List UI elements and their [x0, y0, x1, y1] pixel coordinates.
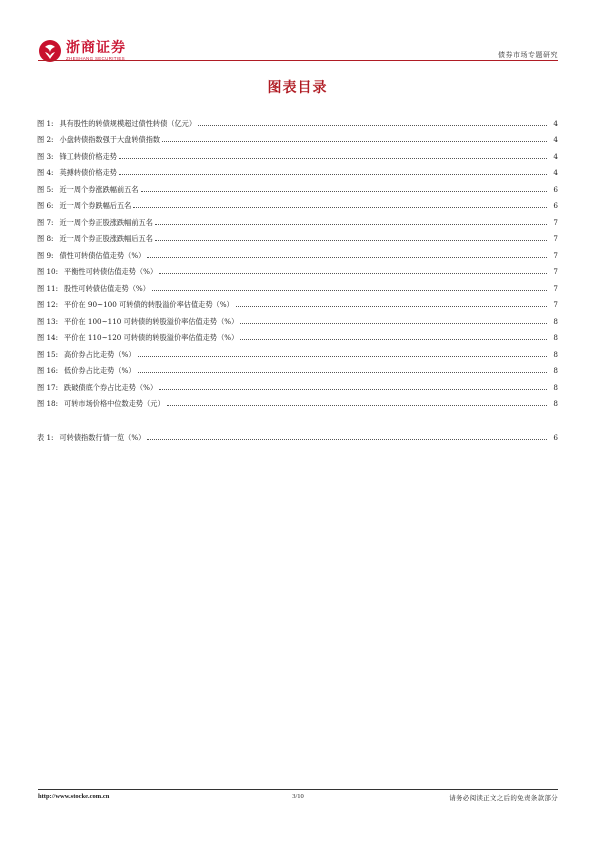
entry-number: 图 15: — [37, 349, 59, 359]
entry-title: 高价券占比走势（%） — [64, 349, 136, 359]
entry-number: 图 1: — [37, 118, 54, 128]
entry-number: 图 17: — [37, 382, 59, 392]
dot-leader — [155, 240, 547, 241]
report-type: 债券市场专题研究 — [498, 51, 558, 59]
entry-title: 低价券占比走势（%） — [64, 366, 136, 375]
entry-page-number: 4 — [553, 168, 558, 177]
entry-page-number: 8 — [553, 399, 558, 408]
entry-page-number: 8 — [553, 366, 558, 375]
dot-leader — [159, 273, 547, 274]
figure-entry[interactable] — [37, 260, 558, 277]
dot-leader — [147, 439, 547, 440]
entry-title: 锋工转债价格走势 — [59, 151, 117, 161]
entry-page-number: 8 — [553, 333, 558, 342]
entry-number: 图 3: — [37, 151, 54, 161]
entry-number: 图 13: — [37, 316, 59, 326]
logo-chinese-name: 浙商证券 — [66, 40, 126, 56]
dot-leader — [236, 306, 547, 307]
entry-title: 具有股性的转债规模超过债性转债（亿元） — [59, 118, 197, 128]
entry-title: 平衡性可转债估值走势（%） — [64, 267, 158, 276]
figure-entry[interactable] — [37, 293, 558, 310]
entry-page-number: 4 — [553, 151, 558, 161]
entry-page-number: 7 — [553, 250, 558, 260]
entry-title: 可转市场价格中位数走势（元） — [64, 399, 165, 408]
entry-number: 图 14: — [37, 333, 59, 342]
entry-title: 近一周个券正股涨跌幅前五名 — [59, 217, 153, 227]
dot-leader — [155, 224, 547, 225]
entry-page-number: 4 — [553, 118, 558, 128]
entry-number: 图 8: — [37, 234, 54, 243]
entry-page-number: 6 — [553, 432, 558, 442]
figure-list — [37, 111, 558, 408]
table-entry[interactable] — [37, 425, 558, 442]
entry-title: 股性可转债估值走势（%） — [64, 283, 150, 293]
page-header — [38, 36, 558, 66]
figure-entry[interactable] — [37, 128, 558, 145]
table-of-figures — [37, 111, 558, 442]
entry-number: 图 16: — [37, 366, 59, 375]
entry-number: 图 11: — [37, 283, 59, 293]
figure-entry[interactable] — [37, 194, 558, 211]
entry-title: 跌破债底个券占比走势（%） — [64, 382, 158, 392]
entry-title: 平价在 110~120 可转债的转股溢价率估值走势（%） — [64, 333, 239, 342]
dot-leader — [152, 290, 547, 291]
figure-entry[interactable] — [37, 342, 558, 359]
entry-number: 图 9: — [37, 250, 54, 260]
entry-page-number: 7 — [553, 267, 558, 276]
entry-page-number: 7 — [553, 283, 558, 293]
entry-title: 近一周个券跌幅后五名 — [59, 201, 132, 210]
disclaimer-note: 请务必阅读正文之后的免责条款部分 — [449, 794, 558, 802]
entry-number: 图 4: — [37, 168, 54, 177]
entry-number: 图 10: — [37, 267, 59, 276]
figure-entry[interactable] — [37, 144, 558, 161]
figure-entry[interactable] — [37, 359, 558, 376]
figure-entry[interactable] — [37, 161, 558, 178]
figure-entry[interactable] — [37, 375, 558, 392]
entry-title: 可转债指数行情一览（%） — [59, 432, 146, 442]
toc-heading: 图表目录 — [267, 80, 328, 96]
entry-title: 英搏转债价格走势 — [59, 168, 117, 177]
footer-divider — [38, 789, 558, 790]
entry-title: 债性可转债估值走势（%） — [59, 250, 146, 260]
figure-entry[interactable] — [37, 309, 558, 326]
entry-page-number: 8 — [553, 316, 558, 326]
entry-number: 图 7: — [37, 217, 54, 227]
entry-page-number: 7 — [553, 217, 558, 227]
entry-page-number: 6 — [553, 201, 558, 210]
entry-number: 图 5: — [37, 184, 54, 194]
dot-leader — [138, 372, 547, 373]
entry-number: 图 2: — [37, 135, 54, 144]
dot-leader — [141, 191, 547, 192]
entry-title: 平价在 100~110 可转债的转股溢价率估值走势（%） — [64, 316, 239, 326]
figure-entry[interactable] — [37, 210, 558, 227]
entry-title: 近一周个券涨跌幅前五名 — [59, 184, 139, 194]
dot-leader — [119, 158, 547, 159]
dot-leader — [162, 141, 547, 142]
dot-leader — [119, 174, 547, 175]
figure-entry[interactable] — [37, 243, 558, 260]
entry-title: 近一周个券正股涨跌幅后五名 — [59, 234, 153, 243]
dot-leader — [138, 356, 547, 357]
dot-leader — [240, 339, 547, 340]
entry-number: 表 1: — [37, 432, 54, 442]
entry-page-number: 6 — [553, 184, 558, 194]
website-link[interactable]: http://www.stocke.com.cn — [38, 793, 110, 800]
entry-page-number: 8 — [553, 382, 558, 392]
figure-entry[interactable] — [37, 111, 558, 128]
figure-entry[interactable] — [37, 326, 558, 343]
entry-title: 平价在 90~100 可转债的转股溢价率估值走势（%） — [64, 300, 234, 309]
dot-leader — [133, 207, 547, 208]
dot-leader — [159, 389, 547, 390]
dot-leader — [167, 405, 547, 406]
dot-leader — [240, 323, 547, 324]
header-divider — [38, 60, 558, 61]
section-gap — [37, 408, 558, 425]
entry-number: 图 12: — [37, 300, 59, 309]
entry-page-number: 7 — [553, 300, 558, 309]
figure-entry[interactable] — [37, 392, 558, 409]
page-number: 3/10 — [292, 793, 304, 800]
figure-entry[interactable] — [37, 276, 558, 293]
dot-leader — [147, 257, 547, 258]
entry-number: 图 18: — [37, 399, 59, 408]
figure-entry[interactable] — [37, 227, 558, 244]
figure-entry[interactable] — [37, 177, 558, 194]
entry-page-number: 4 — [553, 135, 558, 144]
entry-page-number: 8 — [553, 349, 558, 359]
dot-leader — [198, 125, 547, 126]
entry-page-number: 7 — [553, 234, 558, 243]
company-logo — [38, 36, 126, 66]
entry-number: 图 6: — [37, 201, 54, 210]
table-list — [37, 425, 558, 442]
entry-title: 小盘转债指数强于大盘转债指数 — [59, 135, 161, 144]
logo-english-name: ZHESHANG SECURITIES — [66, 56, 125, 61]
